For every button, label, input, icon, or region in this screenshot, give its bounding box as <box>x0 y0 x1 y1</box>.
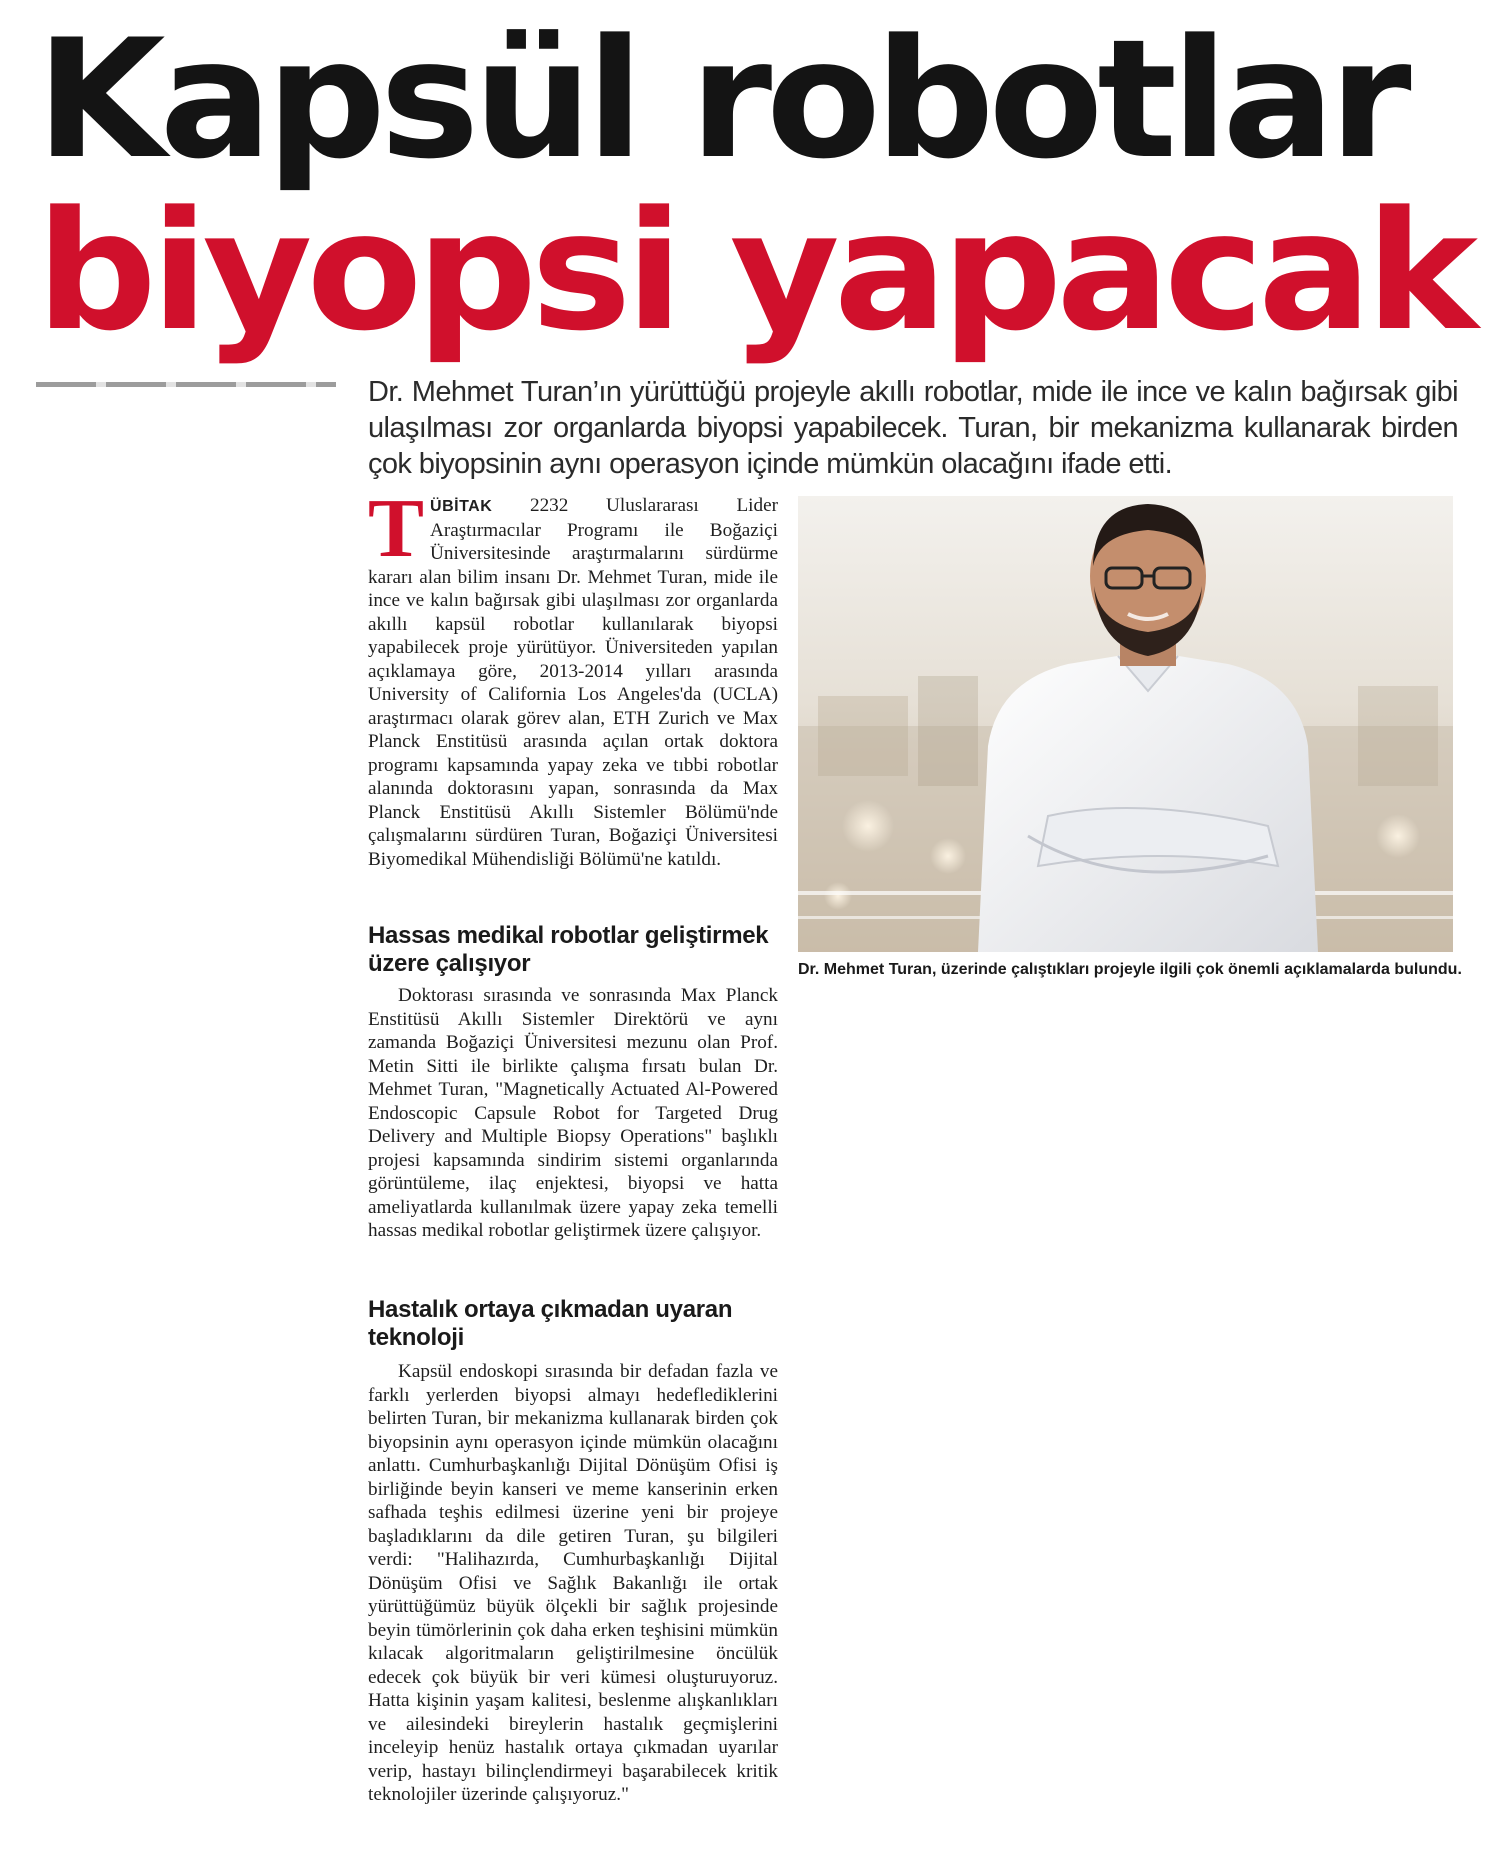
subhead-technology: Hastalık ortaya çıkmadan uyaran teknoloji <box>368 1296 733 1351</box>
body-column-technology <box>368 1360 778 1807</box>
portrait-photo <box>798 496 1453 952</box>
intro-paragraph <box>368 482 779 871</box>
subhead-robots: Hassas medikal robotlar geliştirmek üzere çalışıyor <box>368 922 769 977</box>
robots-paragraph: Doktorası sırasında ve sonrasında Max Planck Enstitüsü Akıllı Sistemler Direktörü ve aynı zamanda Boğaziçi Üniversitesi mezunu olan Prof. Metin Sitti ile birlikte çalışma fırsatı bulan Dr. Mehmet Turan, "Magnetically Actuated Al-Powered Endoscopic Capsule Robot for Targeted Drug Delivery and Multiple Biopsy Operations" başlıklı projesi kapsamında sindirim sistemi organlarında görüntüleme, ilaç enjektesi, biyopsi ve hatta ameliyatlarda kullanılmak üzere yapay zeka temelli hassas medikal robotlar geliştirmek üzere çalışıyor. <box>368 985 778 1241</box>
body-column-robots <box>368 984 778 1243</box>
photo-caption: Dr. Mehmet Turan, üzerinde çalıştıkları projeyle ilgili çok önemli açıklamalarda bulundu. <box>798 961 1462 978</box>
decorative-rule <box>36 382 336 387</box>
drop-cap: T <box>368 482 425 575</box>
technology-paragraph: Kapsül endoskopi sırasında bir defadan fazla ve farklı yerlerden biyopsi almayı hedeflediklerini belirten Turan, bir mekanizma kullanarak birden çok biyopsinin aynı operasyon içinde mümkün olacağını anlattı. Cumhurbaşkanlığı Dijital Dönüşüm Ofisi iş birliğinde beyin kanseri ve meme kanserinin erken safhada teşhis edilmesi üzerine yeni bir projeye başladıklarını da dile getiren Turan, şu bilgileri verdi: "Halihazırda, Cumhurbaşkanlığı Dijital Dönüşüm Ofisi ve Sağlık Bakanlığı ile ortak yürüttüğümüz büyük ölçekli bir sağlık projesinde beyin tümörlerinin çok daha erken teşhisini mümkün kılacak algoritmaların geliştirilmesine öncülük edecek çok büyük bir veri kümesi oluşturuyoruz. Hatta kişinin yaşam kalitesi, beslenme alışkanlıkları ve ailesindeki bireylerin hastalık geçmişlerini inceleyip henüz hastalık ortaya çıkmadan uyarılar verip, hastayı bilinçlendirmeyi başarabilecek kritik teknolojiler üzerinde çalışıyoruz." <box>368 1361 778 1805</box>
portrait-illustration <box>798 496 1453 952</box>
headline-line-2: biyopsi yapacak <box>36 176 1472 367</box>
headline-line-1: Kapsül robotlar <box>36 4 1406 195</box>
brand-name: ÜBİTAK <box>430 498 493 515</box>
body-column-intro <box>368 482 779 871</box>
intro-text: 2232 Uluslararası Lider Araştırmacılar Programı ile Boğaziçi Üniversitesinde araştırmalarını sürdürme kararı alan bilim insanı Dr. Mehmet Turan, mide ile ince ve kalın bağırsak gibi ulaşılması zor organlarda akıllı kapsül robotlar kullanılarak biyopsi yapabilecek proje yürütüyor. Üniversiteden yapılan açıklamaya göre, 2013-2014 yılları arasında University of California Los Angeles'da (UCLA) araştırmacı olarak görev alan, ETH Zurich ve Max Planck Enstitüsü arasında açılan ortak doktora programı kapsamında yapay zeka ve tıbbi robotlar alanında doktorasını yapan, sonrasında da Max Planck Enstitüsü Akıllı Sistemler Bölümü'nde çalışmalarını sürdüren Turan, Boğaziçi Üniversitesi Biyomedikal Mühendisliği Bölümü'ne katıldı. <box>368 495 779 870</box>
lead-paragraph: Dr. Mehmet Turan’ın yürüttüğü projeyle akıllı robotlar, mide ile ince ve kalın bağırsak gibi ulaşılması zor organlarda biyopsi yapabilecek. Turan, bir mekanizma kullanarak birden çok biyopsinin aynı operasyon içinde mümkün olacağını ifade etti. <box>368 376 1458 480</box>
